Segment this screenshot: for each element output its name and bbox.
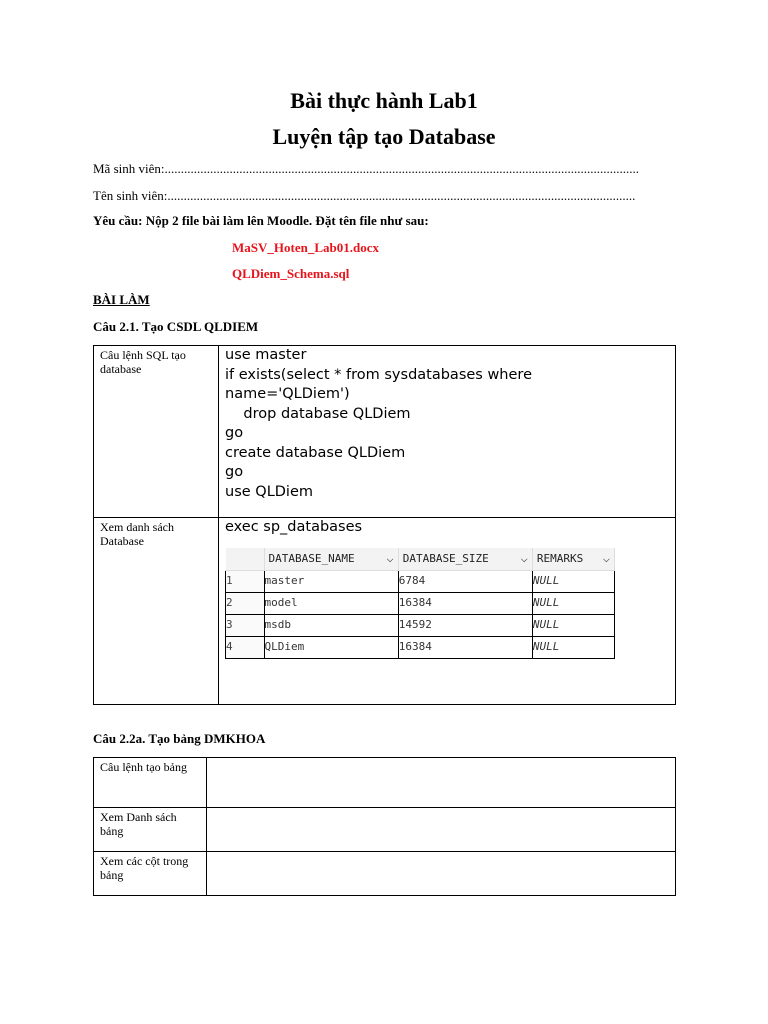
result-grid	[225, 548, 615, 659]
code-line: if exists(select * from sysdatabases where	[225, 366, 532, 383]
student-id-dots: ..................................................................................................................................................	[164, 161, 639, 176]
code-line: create database QLDiem	[225, 444, 406, 461]
code-line: use QLDiem	[225, 483, 314, 500]
cell-database-name: master	[264, 570, 398, 592]
doc-subtitle: Luyện tập tạo Database	[272, 124, 496, 149]
q21-heading: Câu 2.1. Tạo CSDL QLDIEM	[93, 319, 259, 334]
table-row	[226, 592, 615, 614]
code-line: drop database QLDiem	[225, 405, 411, 422]
q21-row2-label: Xem danh sách Database	[94, 518, 219, 705]
file-name-sql: QLDiem_Schema.sql	[232, 266, 350, 281]
student-name-line	[93, 188, 635, 204]
q22a-heading: Câu 2.2a. Tạo bảng DMKHOA	[93, 731, 266, 746]
cell-database-name: model	[264, 592, 398, 614]
q21-row1-label: Câu lệnh SQL tạo database	[94, 346, 219, 518]
q22a-row1-answer[interactable]	[207, 758, 676, 808]
cell-database-size: 16384	[398, 592, 532, 614]
cell-database-name: QLDiem	[264, 636, 398, 658]
q22a-row2-answer[interactable]	[207, 808, 676, 852]
q22a-row1-label: Câu lệnh tạo bảng	[94, 758, 207, 808]
table-row	[226, 614, 615, 636]
cell-database-size: 6784	[398, 570, 532, 592]
table-row	[226, 570, 615, 592]
row-number: 4	[226, 636, 265, 658]
code-line: use master	[225, 347, 307, 363]
bai-lam-heading: BÀI LÀM	[93, 292, 150, 307]
q22a-row2-label: Xem Danh sách bảng	[94, 808, 207, 852]
table-row	[226, 636, 615, 658]
row-number: 2	[226, 592, 265, 614]
cell-database-name: msdb	[264, 614, 398, 636]
cell-remarks: NULL	[532, 636, 614, 658]
student-id-label: Mã sinh viên:	[93, 161, 165, 176]
requirement-text: Yêu cầu: Nộp 2 file bài làm lên Moodle. Đặt tên file như sau:	[93, 213, 429, 228]
cell-database-size: 14592	[398, 614, 532, 636]
doc-title: Bài thực hành Lab1	[290, 88, 478, 113]
cell-remarks: NULL	[532, 614, 614, 636]
code-line: go	[225, 425, 244, 441]
q22a-row3-label: Xem các cột trong bảng	[94, 852, 207, 896]
q21-table	[93, 345, 676, 705]
chevron-down-icon[interactable]: ⌵	[520, 550, 528, 565]
chevron-down-icon[interactable]: ⌵	[602, 550, 610, 565]
q21-sql-code	[219, 346, 676, 518]
result-header-row	[226, 548, 615, 571]
student-name-label: Tên sinh viên:	[93, 188, 168, 203]
chevron-down-icon[interactable]: ⌵	[386, 550, 394, 565]
cell-database-size: 16384	[398, 636, 532, 658]
q22a-table	[93, 757, 676, 896]
column-header-remarks[interactable]: REMARKS ⌵	[532, 548, 614, 571]
student-id-line	[93, 161, 639, 177]
cell-remarks: NULL	[532, 570, 614, 592]
cell-remarks: NULL	[532, 592, 614, 614]
code-line: go	[225, 464, 244, 480]
row-number-header	[226, 548, 265, 571]
column-header-database-size[interactable]: DATABASE_SIZE ⌵	[398, 548, 532, 571]
column-header-database-name[interactable]: DATABASE_NAME ⌵	[264, 548, 398, 571]
row-number: 1	[226, 570, 265, 592]
code-line: name='QLDiem')	[225, 386, 350, 402]
q22a-row3-answer[interactable]	[207, 852, 676, 896]
row-number: 3	[226, 614, 265, 636]
file-name-docx: MaSV_Hoten_Lab01.docx	[232, 240, 379, 255]
student-name-dots: ................................................................................................................................................	[167, 188, 636, 203]
exec-code-line: exec sp_databases	[225, 519, 363, 535]
q21-exec-cell	[219, 518, 676, 705]
